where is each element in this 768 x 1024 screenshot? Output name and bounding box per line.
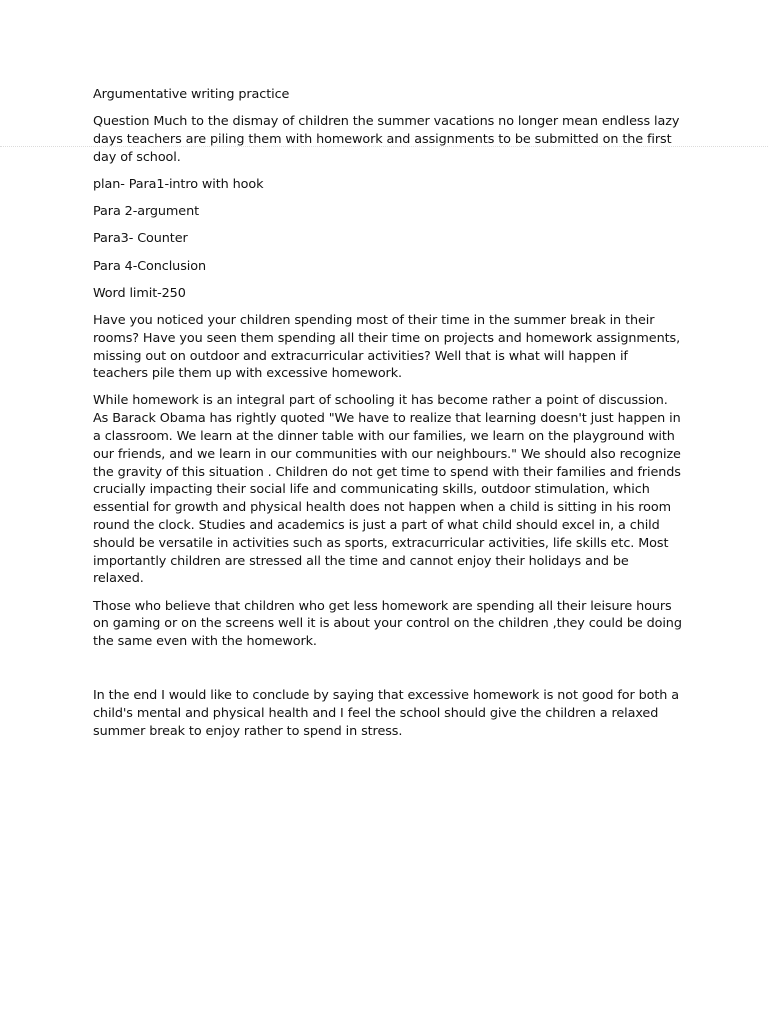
plan-para-2: Para 2-argument (93, 204, 199, 220)
essay-paragraph-counter: Those who believe that children who get less homework are spending all their leisure hours on gaming or on the screens well it is about your control on the children ,they could be doing the same even with the homework. (93, 598, 682, 650)
essay-paragraph-intro: Have you noticed your children spending most of their time in the summer break in their rooms? Have you seen them spending all their time on projects and homework assignments, missing out on outdoor and extracurricular activities? Well that is what will happen if teachers pile them up with excessive homework. (93, 312, 681, 382)
document-title: Argumentative writing practice (93, 87, 290, 102)
essay-paragraph-conclusion: In the end I would like to conclude by saying that excessive homework is not good for both a child's mental and physical health and I feel the school should give the children a relaxed summer break to enjoy rather to spend in stress. (93, 688, 679, 740)
plan-intro: plan- Para1-intro with hook (93, 176, 264, 192)
blank-line (93, 660, 683, 687)
word-limit: Word limit-250 (93, 285, 186, 301)
document-body (93, 86, 683, 750)
plan-para-4: Para 4-Conclusion (93, 258, 206, 274)
essay-paragraph-argument: While homework is an integral part of schooling it has become rather a point of discussion. As Barack Obama has rightly quoted "We have to realize that learning doesn't just happen in a classroom. We learn at the dinner table with our families, we learn on the playground with our friends, and we learn in our communities with our neighbours." We should also recognize the gravity of this situation . Children do not get time to spend with their families and friends crucially impacting their social life and communicating skills, outdoor stimulation, which essential for growth and physical health does not happen when a child is sitting in his room round the clock. Studies and academics is just a part of what child should excel in, a child should be versatile in activities such as sports, extracurricular activities, life skills etc. Most importantly children are stressed all the time and cannot enjoy their holidays and be relaxed. (93, 393, 681, 587)
question-prompt: Question Much to the dismay of children the summer vacations no longer mean endless lazy days teachers are piling them with homework and assignments to be submitted on the first day of school. (93, 114, 680, 165)
plan-para-3: Para3- Counter (93, 231, 188, 247)
